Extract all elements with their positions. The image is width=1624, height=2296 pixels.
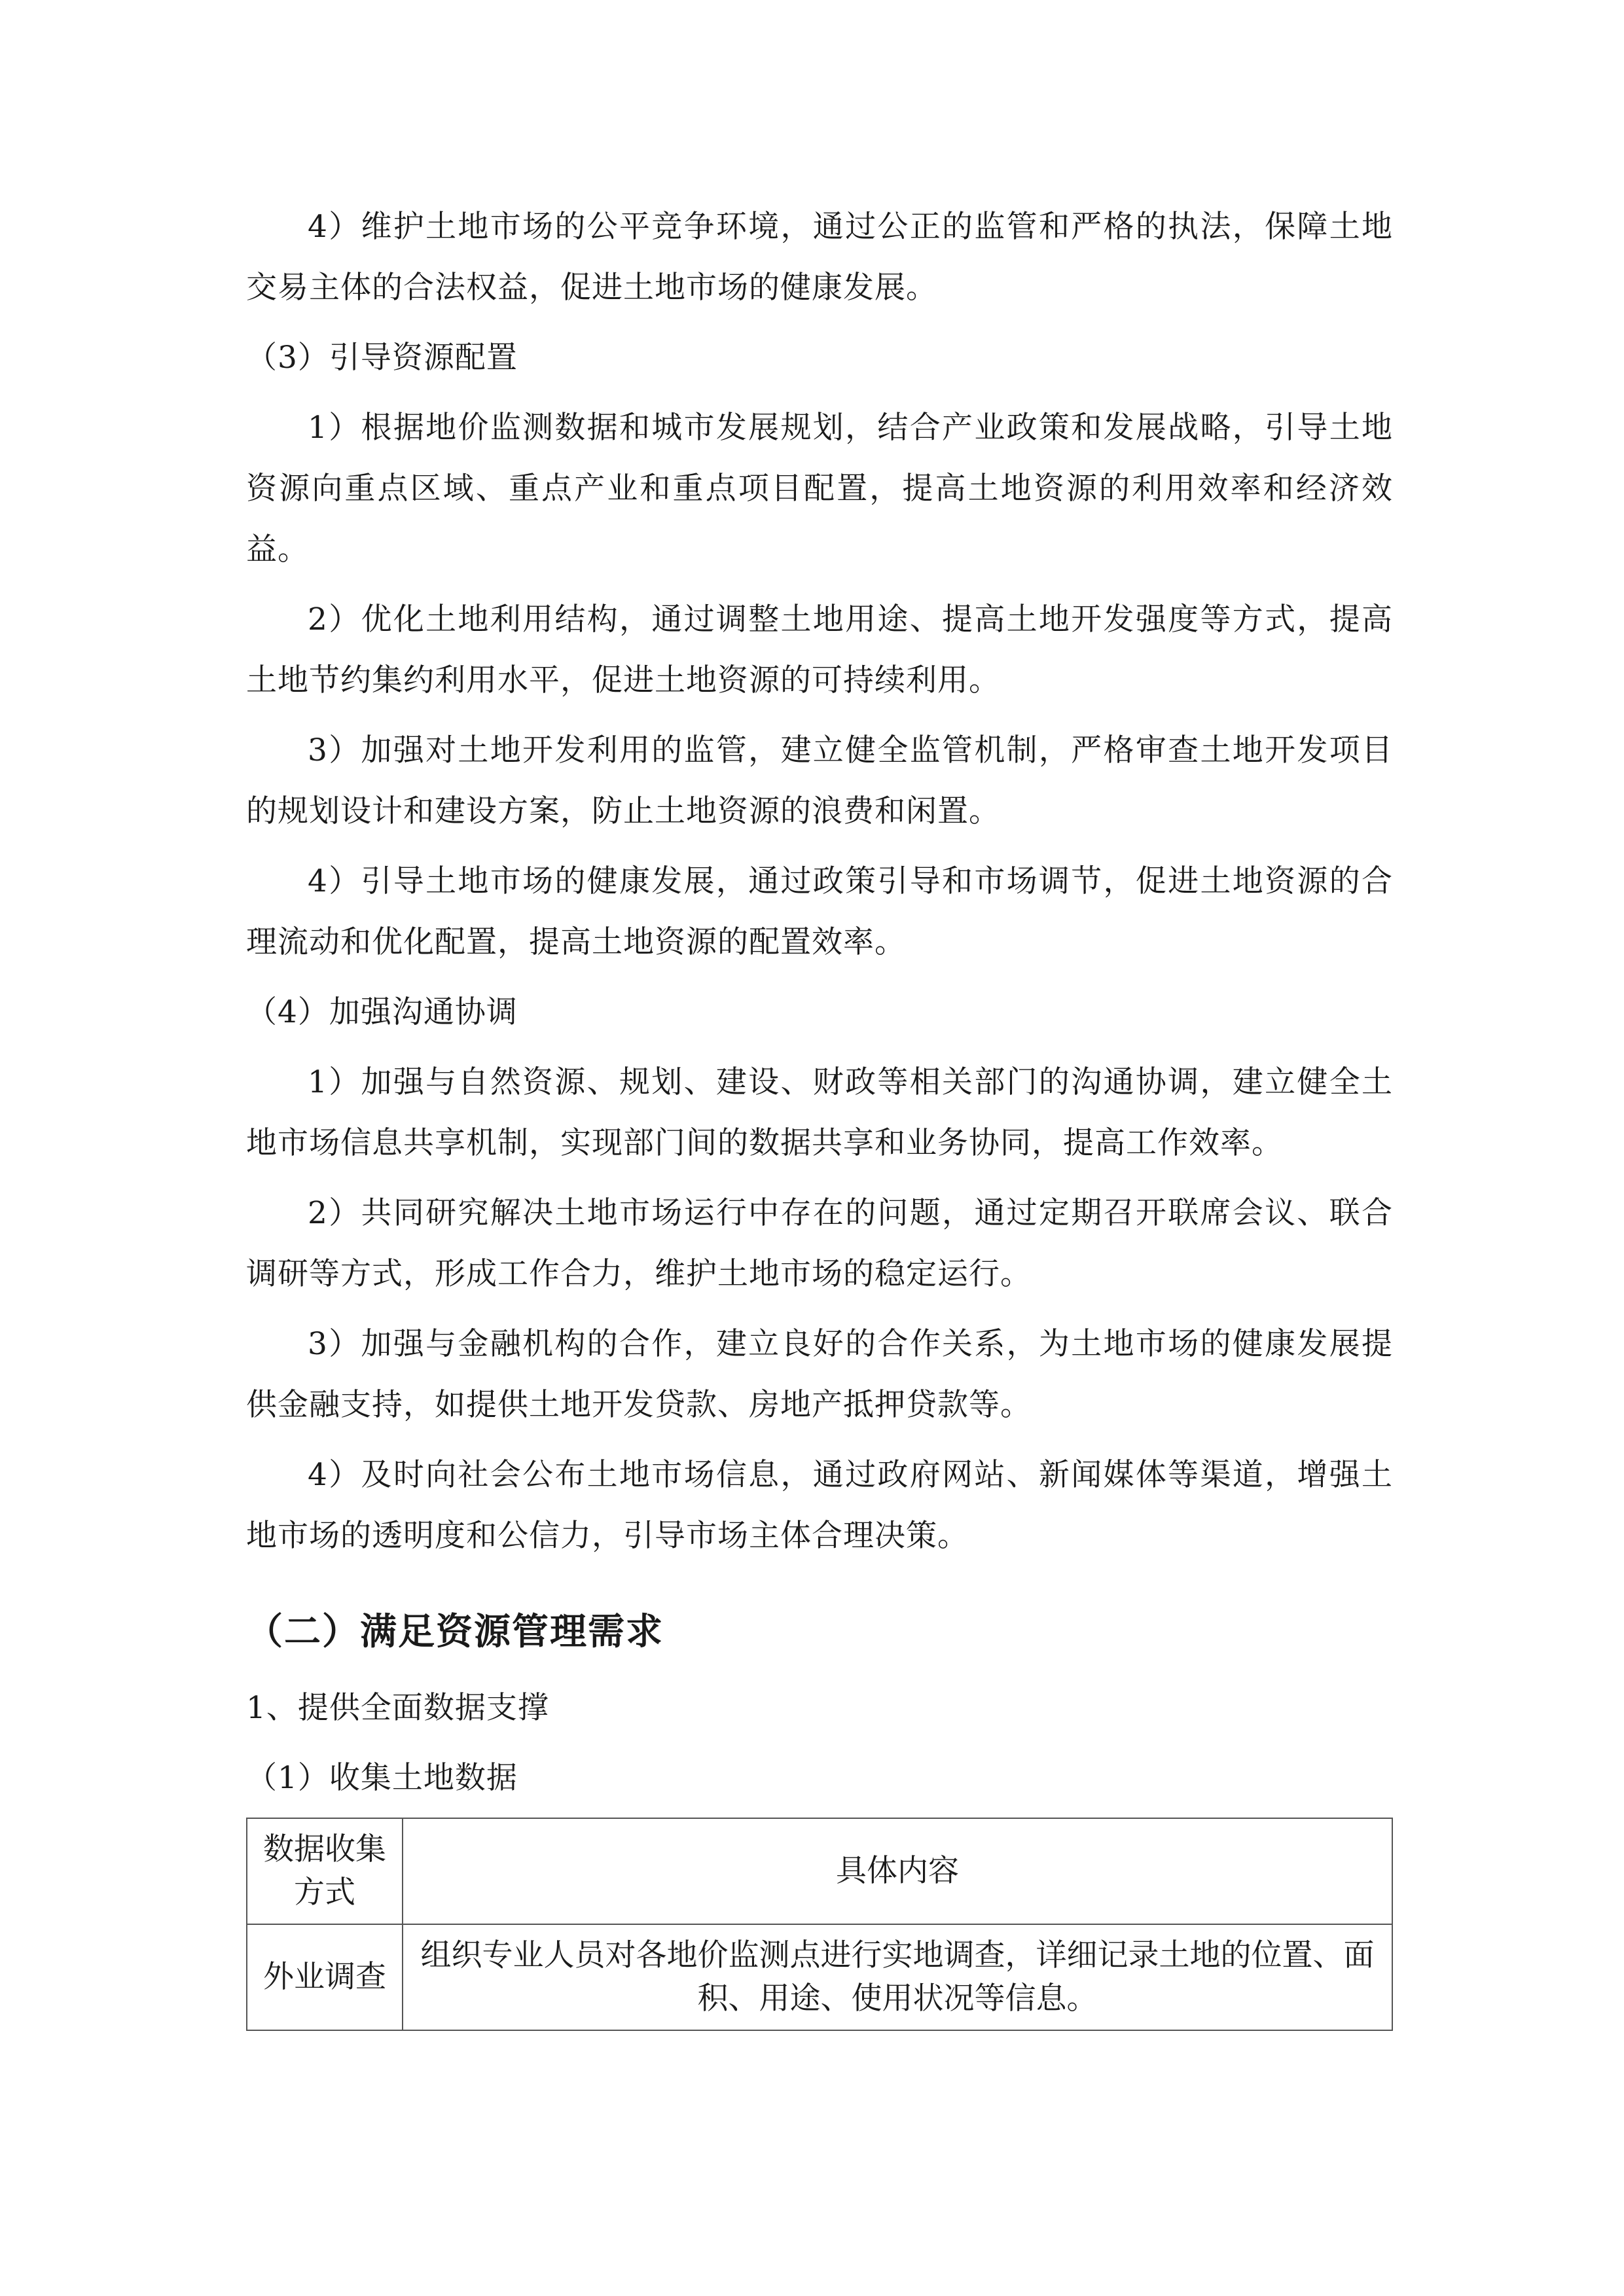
paragraph: 3）加强对土地开发利用的监管，建立健全监管机制，严格审查土地开发项目的规划设计和建设方案，防止土地资源的浪费和闲置。 [246,732,1393,829]
paragraph: 2）优化土地利用结构，通过调整土地用途、提高土地开发强度等方式，提高土地节约集约利用水平，促进土地资源的可持续利用。 [246,601,1393,698]
subsection-heading: （1）收集土地数据 [246,1760,518,1796]
paragraph: 1）加强与自然资源、规划、建设、财政等相关部门的沟通协调，建立健全土地市场信息共享机制，实现部门间的数据共享和业务协同，提高工作效率。 [246,1064,1393,1161]
paragraph: 2）共同研究解决土地市场运行中存在的问题，通过定期召开联席会议、联合调研等方式，形成工作合力，维护土地市场的稳定运行。 [246,1195,1393,1292]
subsection-heading: （3）引导资源配置 [246,340,518,376]
table-header-row [247,1818,1392,1924]
section-heading: （二）满足资源管理需求 [246,1610,664,1653]
paragraph: 4）引导土地市场的健康发展，通过政策引导和市场调节，促进土地资源的合理流动和优化配置，提高土地资源的配置效率。 [246,863,1393,960]
table-row [247,1924,1392,2030]
table-header-cell: 具体内容 [403,1818,1392,1924]
subsection-heading: 1、提供全面数据支撑 [246,1690,549,1726]
paragraph: 4）维护土地市场的公平竞争环境，通过公正的监管和严格的执法，保障土地交易主体的合法权益，促进土地市场的健康发展。 [246,209,1393,306]
paragraph: 3）加强与金融机构的合作，建立良好的合作关系，为土地市场的健康发展提供金融支持，如提供土地开发贷款、房地产抵押贷款等。 [246,1326,1393,1423]
paragraph: 4）及时向社会公布土地市场信息，通过政府网站、新闻媒体等渠道，增强土地市场的透明度和公信力，引导市场主体合理决策。 [246,1457,1393,1554]
paragraph: 1）根据地价监测数据和城市发展规划，结合产业政策和发展战略，引导土地资源向重点区域、重点产业和重点项目配置，提高土地资源的利用效率和经济效益。 [246,410,1393,567]
table-cell: 组织专业人员对各地价监测点进行实地调查，详细记录土地的位置、面积、用途、使用状况等信息。 [403,1924,1392,2030]
document-page [246,196,1393,2031]
subsection-heading: （4）加强沟通协调 [246,994,518,1030]
data-collection-table [246,1818,1393,2031]
table-cell: 外业调查 [247,1924,403,2030]
table-header-cell: 数据收集方式 [247,1818,403,1924]
